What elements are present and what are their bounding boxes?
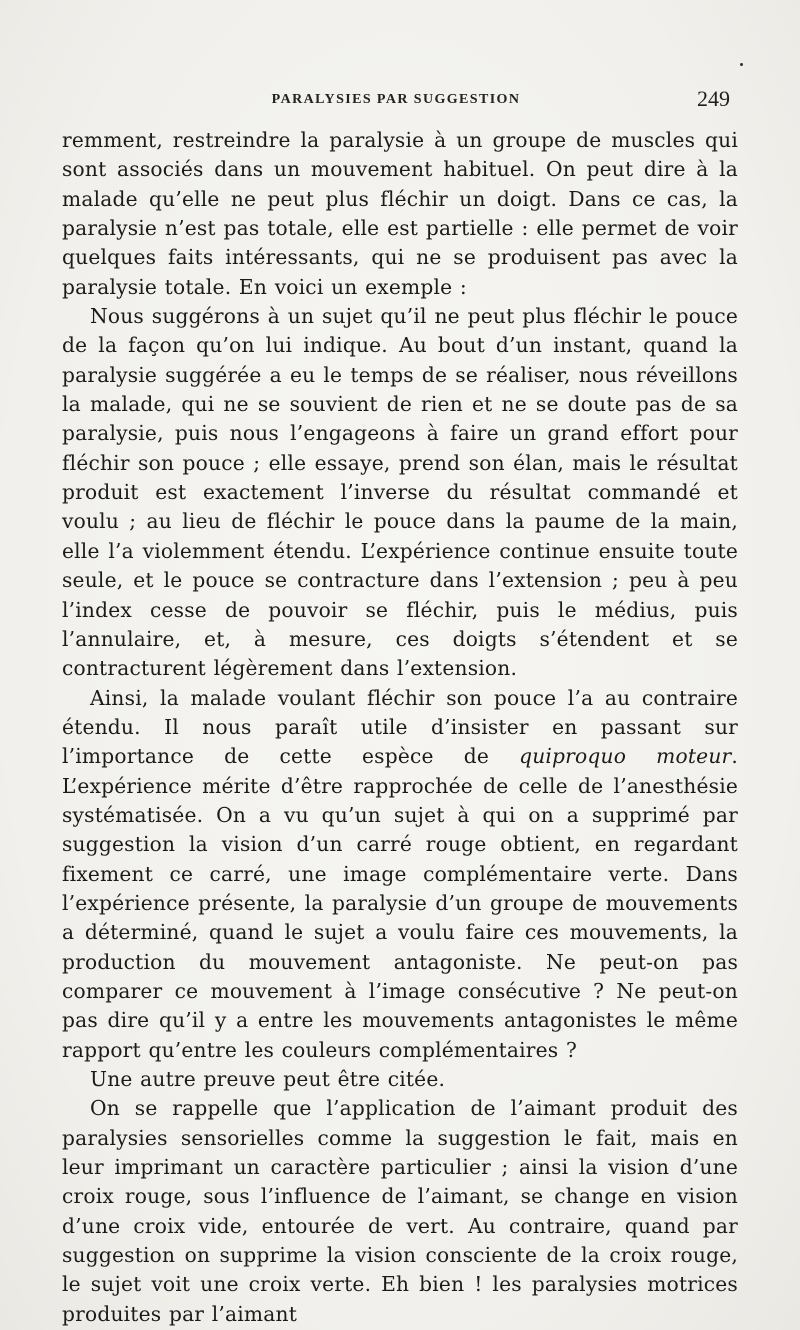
running-title: PARALYSIES PAR SUGGESTION [271, 92, 521, 107]
paragraph-1: remment, restreindre la paralysie à un groupe de muscles qui sont associés dans un mouvement habituel. On peut dire à la malade qu’elle ne peut plus fléchir un doigt. Dans ce cas, la paralysie n’est pas totale, elle est partielle : elle permet de voir quelques faits intéressants, qui ne se produisent pas avec la paralysie totale. En voici un exemple : [62, 128, 738, 299]
body-text [62, 126, 738, 1329]
paragraph-3 [62, 684, 738, 1065]
paragraph-4: Une autre preuve peut être citée. [90, 1067, 446, 1091]
print-speck [740, 63, 743, 66]
page-number: 249 [697, 86, 730, 111]
paragraph-2: Nous suggérons à un sujet qu’il ne peut plus fléchir le pouce de la façon qu’on lui indique. Au bout d’un instant, quand la paralysie suggérée a eu le temps de se réaliser, nous réveillons la malade, qui ne se souvient de rien et ne se doute pas de sa paralysie, puis nous l’engageons à faire un grand effort pour fléchir son pouce ; elle essaye, prend son élan, mais le résultat produit est exactement l’inverse du résultat commandé et voulu ; au lieu de fléchir le pouce dans la paume de la main, elle l’a violemment étendu. L’expérience continue ensuite toute seule, et le pouce se contracture dans l’extension ; peu à peu l’index cesse de pouvoir se fléchir, puis le médius, puis l’annulaire, et, à mesure, ces doigts s’étendent et se contracturent légèrement dans l’extension. [62, 304, 738, 681]
running-header [62, 88, 730, 118]
paragraph-3-end: . L’expérience mérite d’être rapprochée de celle de l’anesthésie systématisée. On a vu qu’un sujet à qui on a supprimé par suggestion la vision d’un carré rouge obtient, en regardant fixement ce carré, une image complémentaire verte. Dans l’expérience présente, la paralysie d’un groupe de mouvements a déterminé, quand le sujet a voulu faire ces mouvements, la production du mouvement antagoniste. Ne peut-on pas comparer ce mouvement à l’image consécutive ? Ne peut-on pas dire qu’il y a entre les mouvements antagonistes le même rapport qu’entre les couleurs complémentaires ? [62, 744, 738, 1062]
paragraph-5: On se rappelle que l’application de l’aimant produit des paralysies sensorielles comme la suggestion le fait, mais en leur imprimant un caractère particulier ; ainsi la vision d’une croix rouge, sous l’influence de l’aimant, se change en vision d’une croix vide, entourée de vert. Au contraire, quand par suggestion on supprime la vision consciente de la croix rouge, le sujet voit une croix verte. Eh bien ! les paralysies motrices produites par l’aimant [62, 1096, 738, 1326]
paragraph-3-italic: quiproquo moteur [519, 744, 732, 769]
paragraph-3-start: Ainsi, la malade voulant fléchir son pouce l’a au contraire étendu. Il nous paraît utile d’insister en passant sur l’importance de cette espèce de [62, 685, 738, 769]
